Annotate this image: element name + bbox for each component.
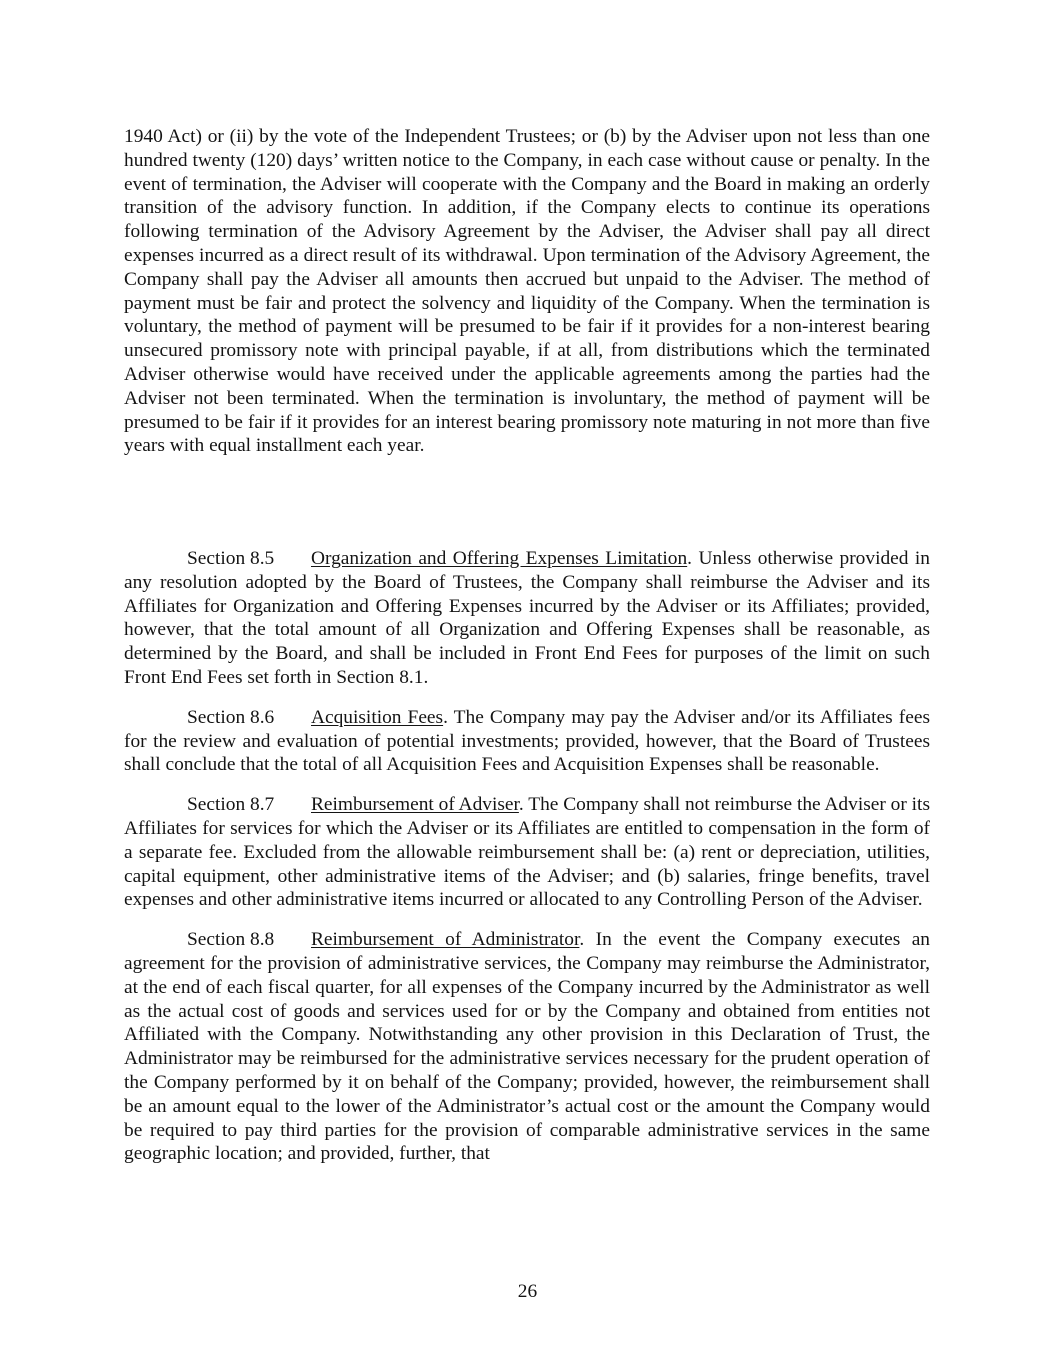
section-text: . The Company may pay the Adviser and/or its Affiliates fees for the review and evaluation of potential investments; provided, however, that the Board of Trustees shall conclude that the total of all Acquisition Fees and Acquisition Expenses shall be reasonable. [124, 706, 930, 776]
section-title: Organization and Offering Expenses Limitation [311, 548, 688, 569]
section-number: Section 8.8 [187, 929, 275, 951]
section-title: Reimbursement of Adviser [311, 794, 519, 816]
section-title: Reimbursement of Administrator [311, 929, 580, 951]
section-text: . The Company shall not reimburse the Adviser or its Affiliates for services for which the Adviser or its Affiliates are entitled to compensation in the form of a separate fee. Excluded from the allowable reimbursement shall be: (a) rent or depreciation, utilities, capital equipment, other administrative items of the Adviser; and (b) salaries, fringe benefits, travel expenses and other administrative items incurred or allocated to any Controlling Person of the Adviser. [124, 794, 930, 911]
page-number: 26 [517, 1281, 538, 1302]
section-8-5 [124, 547, 930, 690]
section-8-7 [124, 793, 930, 912]
sections-block [124, 547, 930, 1182]
section-8-6 [124, 706, 930, 777]
section-text: . In the event the Company executes an agreement for the provision of administrative services, the Company may reimburse the Administrator, at the end of each fiscal quarter, for all expenses of the Company incurred by the Administrator as well as the actual cost of goods and services used for or by the Company and obtained from entities not Affiliated with the Company. Notwithstanding any other provision in this Declaration of Trust, the Administrator may be reimbursed for the administrative services necessary for the prudent operation of the Company performed by it on behalf of the Company; provided, however, the reimbursement shall be an amount equal to the lower of the Administrator’s actual cost or the amount the Company would be required to pay third parties for the provision of comparable administrative services in the same geographic location; and provided, further, that [124, 929, 931, 1165]
section-text: . Unless otherwise provided in any resolution adopted by the Board of Trustees, the Company shall reimburse the Adviser and its Affiliates for Organization and Offering Expenses incurred by the Adviser or its Affiliates; provided, however, that the total amount of all Organization and Offering Expenses shall be reasonable, as determined by the Board, and shall be included in Front End Fees for purposes of the limit on such Front End Fees set forth in Section 8.1. [124, 548, 930, 688]
section-number: Section 8.6 [187, 706, 275, 728]
section-8-8 [124, 928, 930, 1166]
section-number: Section 8.7 [187, 794, 275, 816]
section-number: Section 8.5 [187, 548, 275, 569]
section-title: Acquisition Fees [311, 706, 444, 728]
continuation-paragraph: 1940 Act) or (ii) by the vote of the Independent Trustees; or (b) by the Adviser upon not less than one hundred twenty (120) days’ written notice to the Company, in each case without cause or penalty. In the event of termination, the Adviser will cooperate with the Company and the Board in making an orderly transition of the advisory function. In addition, if the Company elects to continue its operations following termination of the Advisory Agreement by the Adviser, the Adviser shall pay all direct expenses incurred as a direct result of its withdrawal. Upon termination of the Advisory Agreement, the Company shall pay the Adviser all amounts then accrued but unpaid to the Adviser. The method of payment must be fair and protect the solvency and liquidity of the Company. When the termination is voluntary, the method of payment will be presumed to be fair if it provides for a non-interest bearing unsecured promissory note with principal payable, if at all, from distributions which the terminated Adviser otherwise would have received under the applicable agreements among the parties had the Adviser not been terminated. When the termination is involuntary, the method of payment will be presumed to be fair if it provides for an interest bearing promissory note maturing in not more than five years with equal installment each year. [124, 126, 930, 457]
